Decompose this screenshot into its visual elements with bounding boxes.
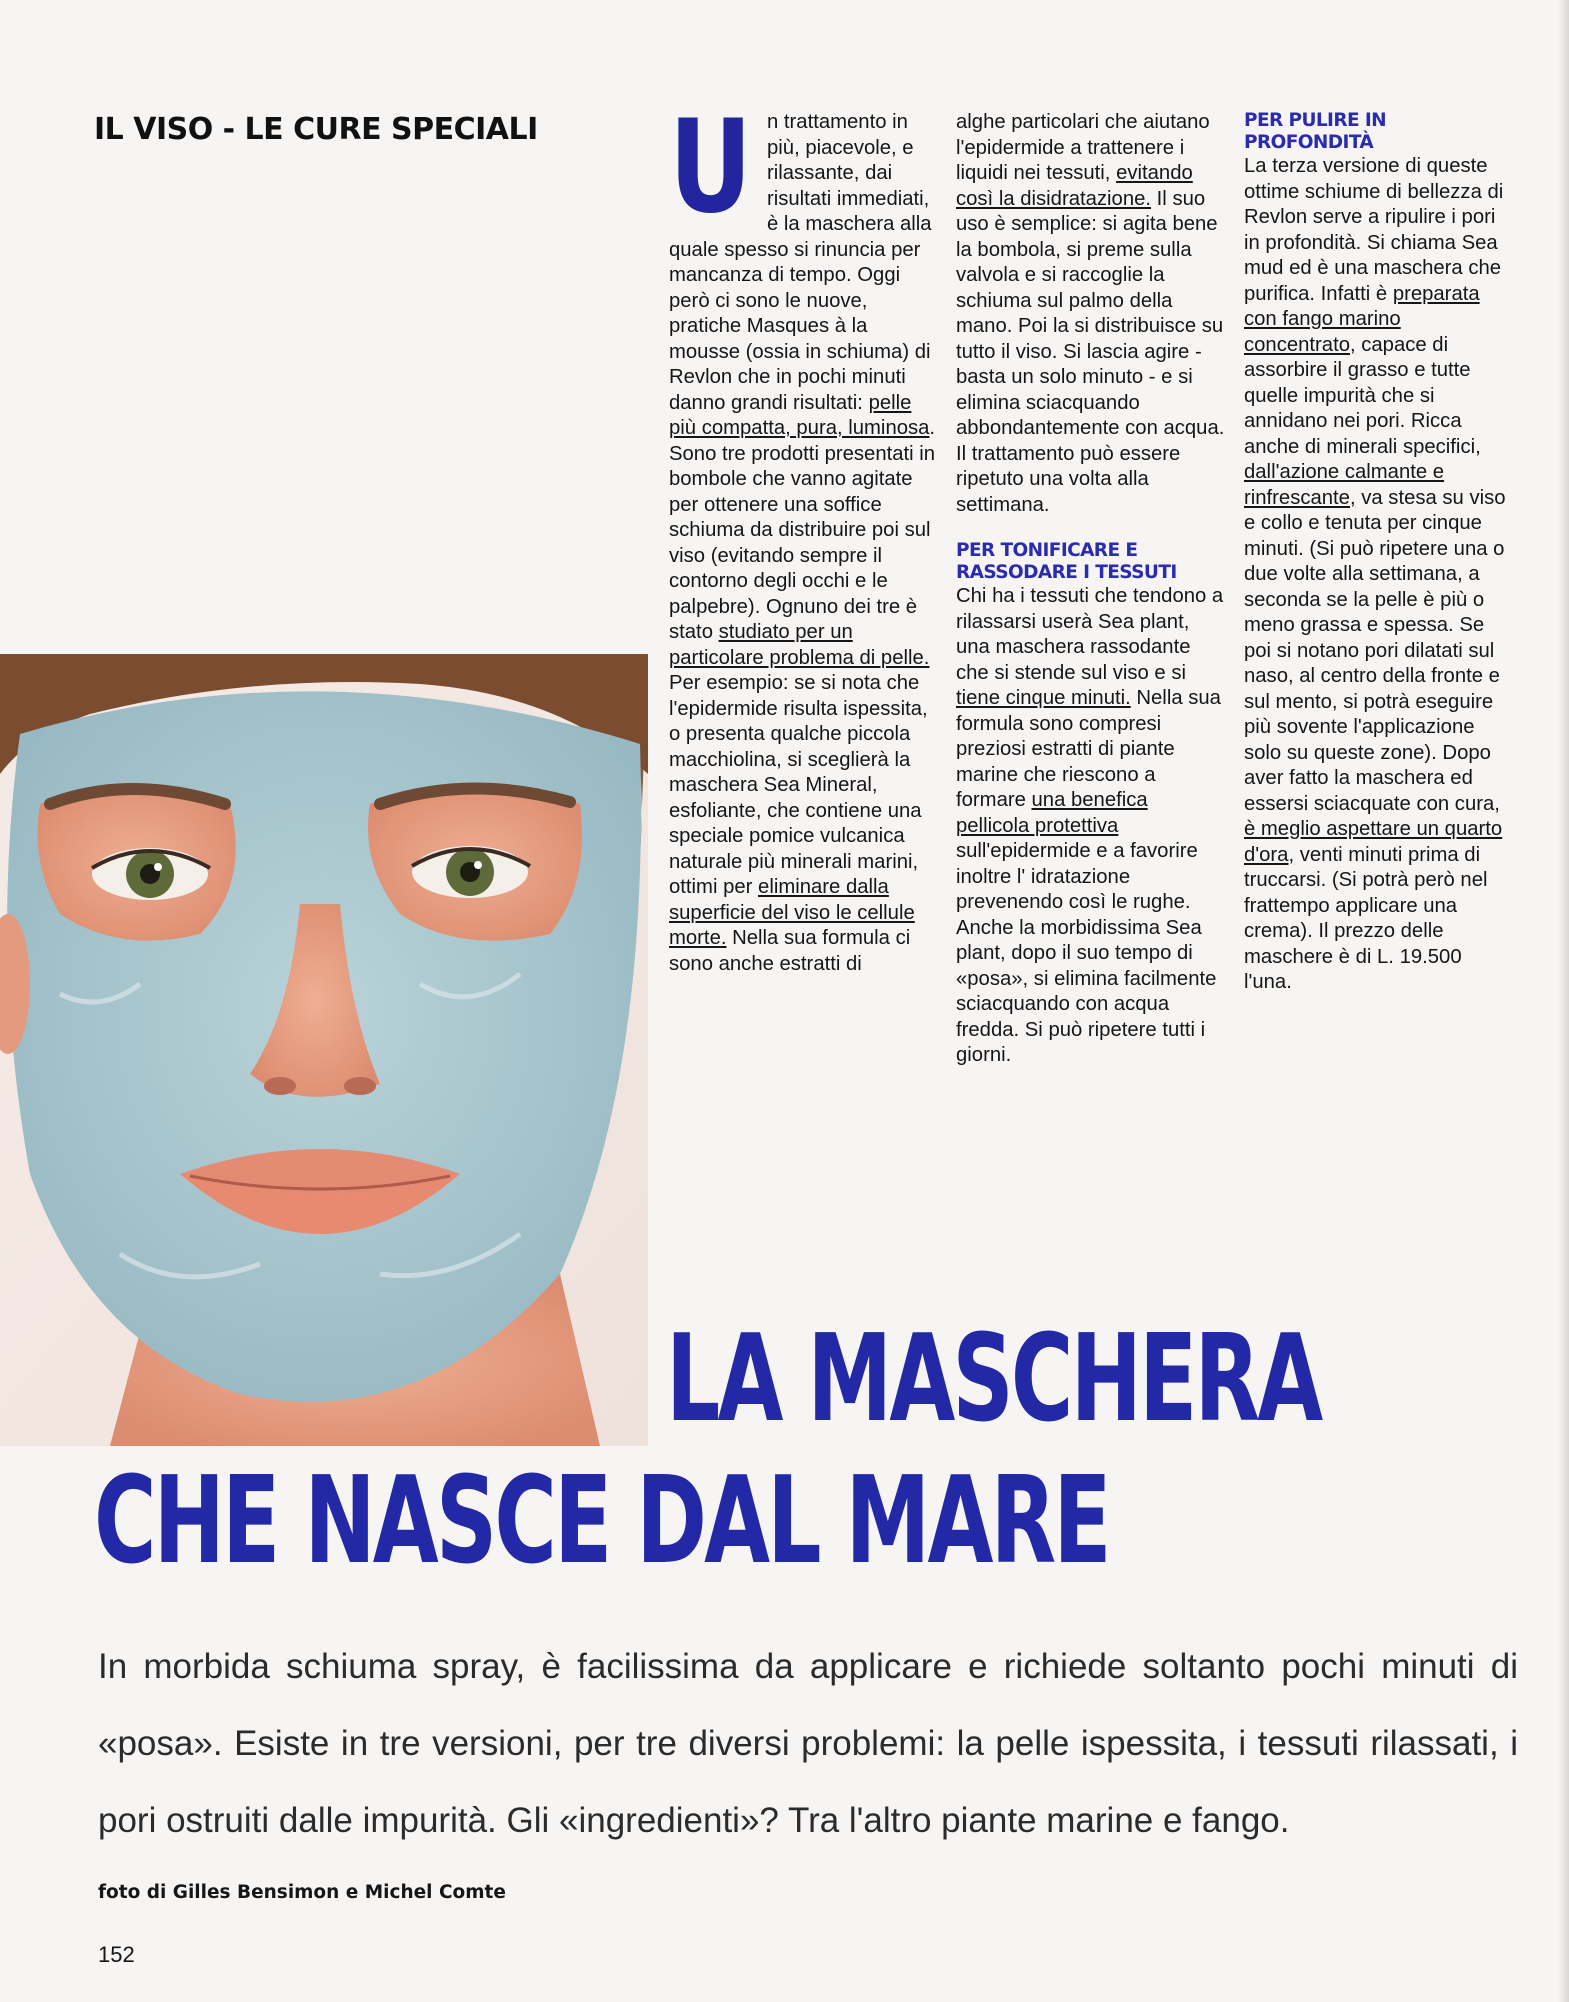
paragraph: Chi ha i tessuti che tendono a rilassarsi userà Sea plant, una maschera rassodante che si stende sul viso e si tiene cinque minuti. Nella sua formula sono compresi preziosi estratti di piante marine che riescono a formare una benefica pellicola protettiva sull'epidermide e a favorire inoltre l' idratazione prevenendo così le rughe. Anche la morbidissima Sea plant, dopo il suo tempo di «posa», si elimina facilmente sciacquando con acqua fredda. Si può ripetere tutti i giorni.	[956, 585, 1224, 1066]
highlight-text: eliminare dalla superficie del viso le cellule morte.	[669, 876, 915, 949]
photo-credit: foto di Gilles Bensimon e Michel Comte	[98, 1882, 506, 1903]
paragraph: La terza versione di queste ottime schiume di bellezza di Revlon serve a ripulire i pori in profondità. Si chiama Sea mud ed è una maschera che purifica. Infatti è preparata con fango marino concentrato, capace di assorbire il grasso e tutte quelle impurità che si annidano nei pori. Ricca anche di minerali specifici, dall'azione calmante e rinfrescante, va stesa su viso e collo e tenuta per cinque minuti. (Si può ripetere una o due volte alla settimana, a seconda se la pelle è più o meno grassa e spessa. Se poi si notano pori dilatati sul naso, al centro della fronte e sul mento, si potrà eseguire più sovente l'applicazione solo su queste zone). Dopo aver fatto la maschera ed essersi sciacquate con cura, è meglio aspettare un quarto d'ora, venti minuti prima di truccarsi. (Si potrà però nel frattempo applicare una crema). Il prezzo delle maschere è di L. 19.500 l'una.	[1244, 155, 1506, 993]
standfirst: In morbida schiuma spray, è facilissima da applicare e richiede soltanto pochi minuti di «posa». Esiste in tre versioni, per tre diversi problemi: la pelle ispessita, i tessuti rilassati, i pori ostruiti dalle impurità. Gli «ingredienti»? Tra l'altro piante marine e fango.	[98, 1647, 1518, 1840]
highlight-text: una benefica pellicola protettiva	[956, 789, 1148, 837]
face-mask-photo	[0, 654, 648, 1446]
paragraph-intro: Un trattamento in più, piacevole, e rilassante, dai risultati immediati, è la maschera alla quale spesso si rinuncia per mancanza di tempo. Oggi però ci sono le nuove, pratiche Masques à la mousse (ossia in schiuma) di Revlon che in pochi minuti danno grandi risultati: pelle più compatta, pura, luminosa. Sono tre prodotti presentati in bombole che vanno agitate per ottenere una soffice schiuma da distribuire poi sul viso (evitando sempre il contorno degli occhi e le palpebre). Ognuno dei tre è stato studiato per un particolare problema di pelle. Per esempio: se si nota che l'epidermide risulta ispessita, o presenta qualche piccola macchiolina, si sceglierà la maschera Sea Mineral, esfoliante, che contiene una speciale pomice vulcanica naturale più minerali marini, ottimi per eliminare dalla superficie del viso le cellule morte. Nella sua formula ci sono anche estratti di	[669, 93, 936, 975]
highlight-text: pelle più compatta, pura, luminosa	[669, 391, 930, 439]
text-column-3	[1244, 110, 1514, 996]
highlight-text: è meglio aspettare un quarto d'ora,	[1244, 818, 1503, 866]
highlight-text: tiene cinque minuti.	[956, 687, 1131, 709]
subheading-deep-clean: PER PULIRE IN PROFONDITÀ	[1244, 110, 1387, 153]
headline-line-2: CHE NASCE DAL MARE	[94, 1452, 1109, 1591]
face-illustration	[0, 654, 648, 1446]
text-column-1	[669, 93, 939, 977]
headline-line-1: LA MASCHERA	[666, 1310, 1321, 1449]
section-label: IL VISO - LE CURE SPECIALI	[94, 112, 538, 147]
text-column-2	[956, 110, 1226, 1069]
page-number: 152	[98, 1942, 135, 1967]
highlight-text: dall'azione calmante e rinfrescante,	[1244, 461, 1445, 509]
highlight-text: evitando così la disidratazione.	[956, 162, 1193, 210]
drop-cap: U	[669, 93, 753, 242]
subheading-tonify: PER TONIFICARE E RASSODARE I TESSUTI	[956, 540, 1177, 583]
highlight-text: preparata con fango marino concentrato,	[1244, 282, 1480, 356]
paragraph: alghe particolari che aiutano l'epidermide a trattenere i liquidi nei tessuti, evitando così la disidratazione. Il suo uso è semplice: si agita bene la bombola, si preme sulla valvola e si raccoglie la schiuma sul palmo della mano. Poi la si distribuisce su tutto il viso. Si lascia agire - basta un solo minuto - e si elimina sciacquando abbondantemente con acqua. Il trattamento può essere ripetuto una volta alla settimana.	[956, 111, 1225, 516]
page-edge	[1559, 0, 1569, 2002]
highlight-text: studiato per un particolare problema di pelle.	[669, 621, 930, 669]
